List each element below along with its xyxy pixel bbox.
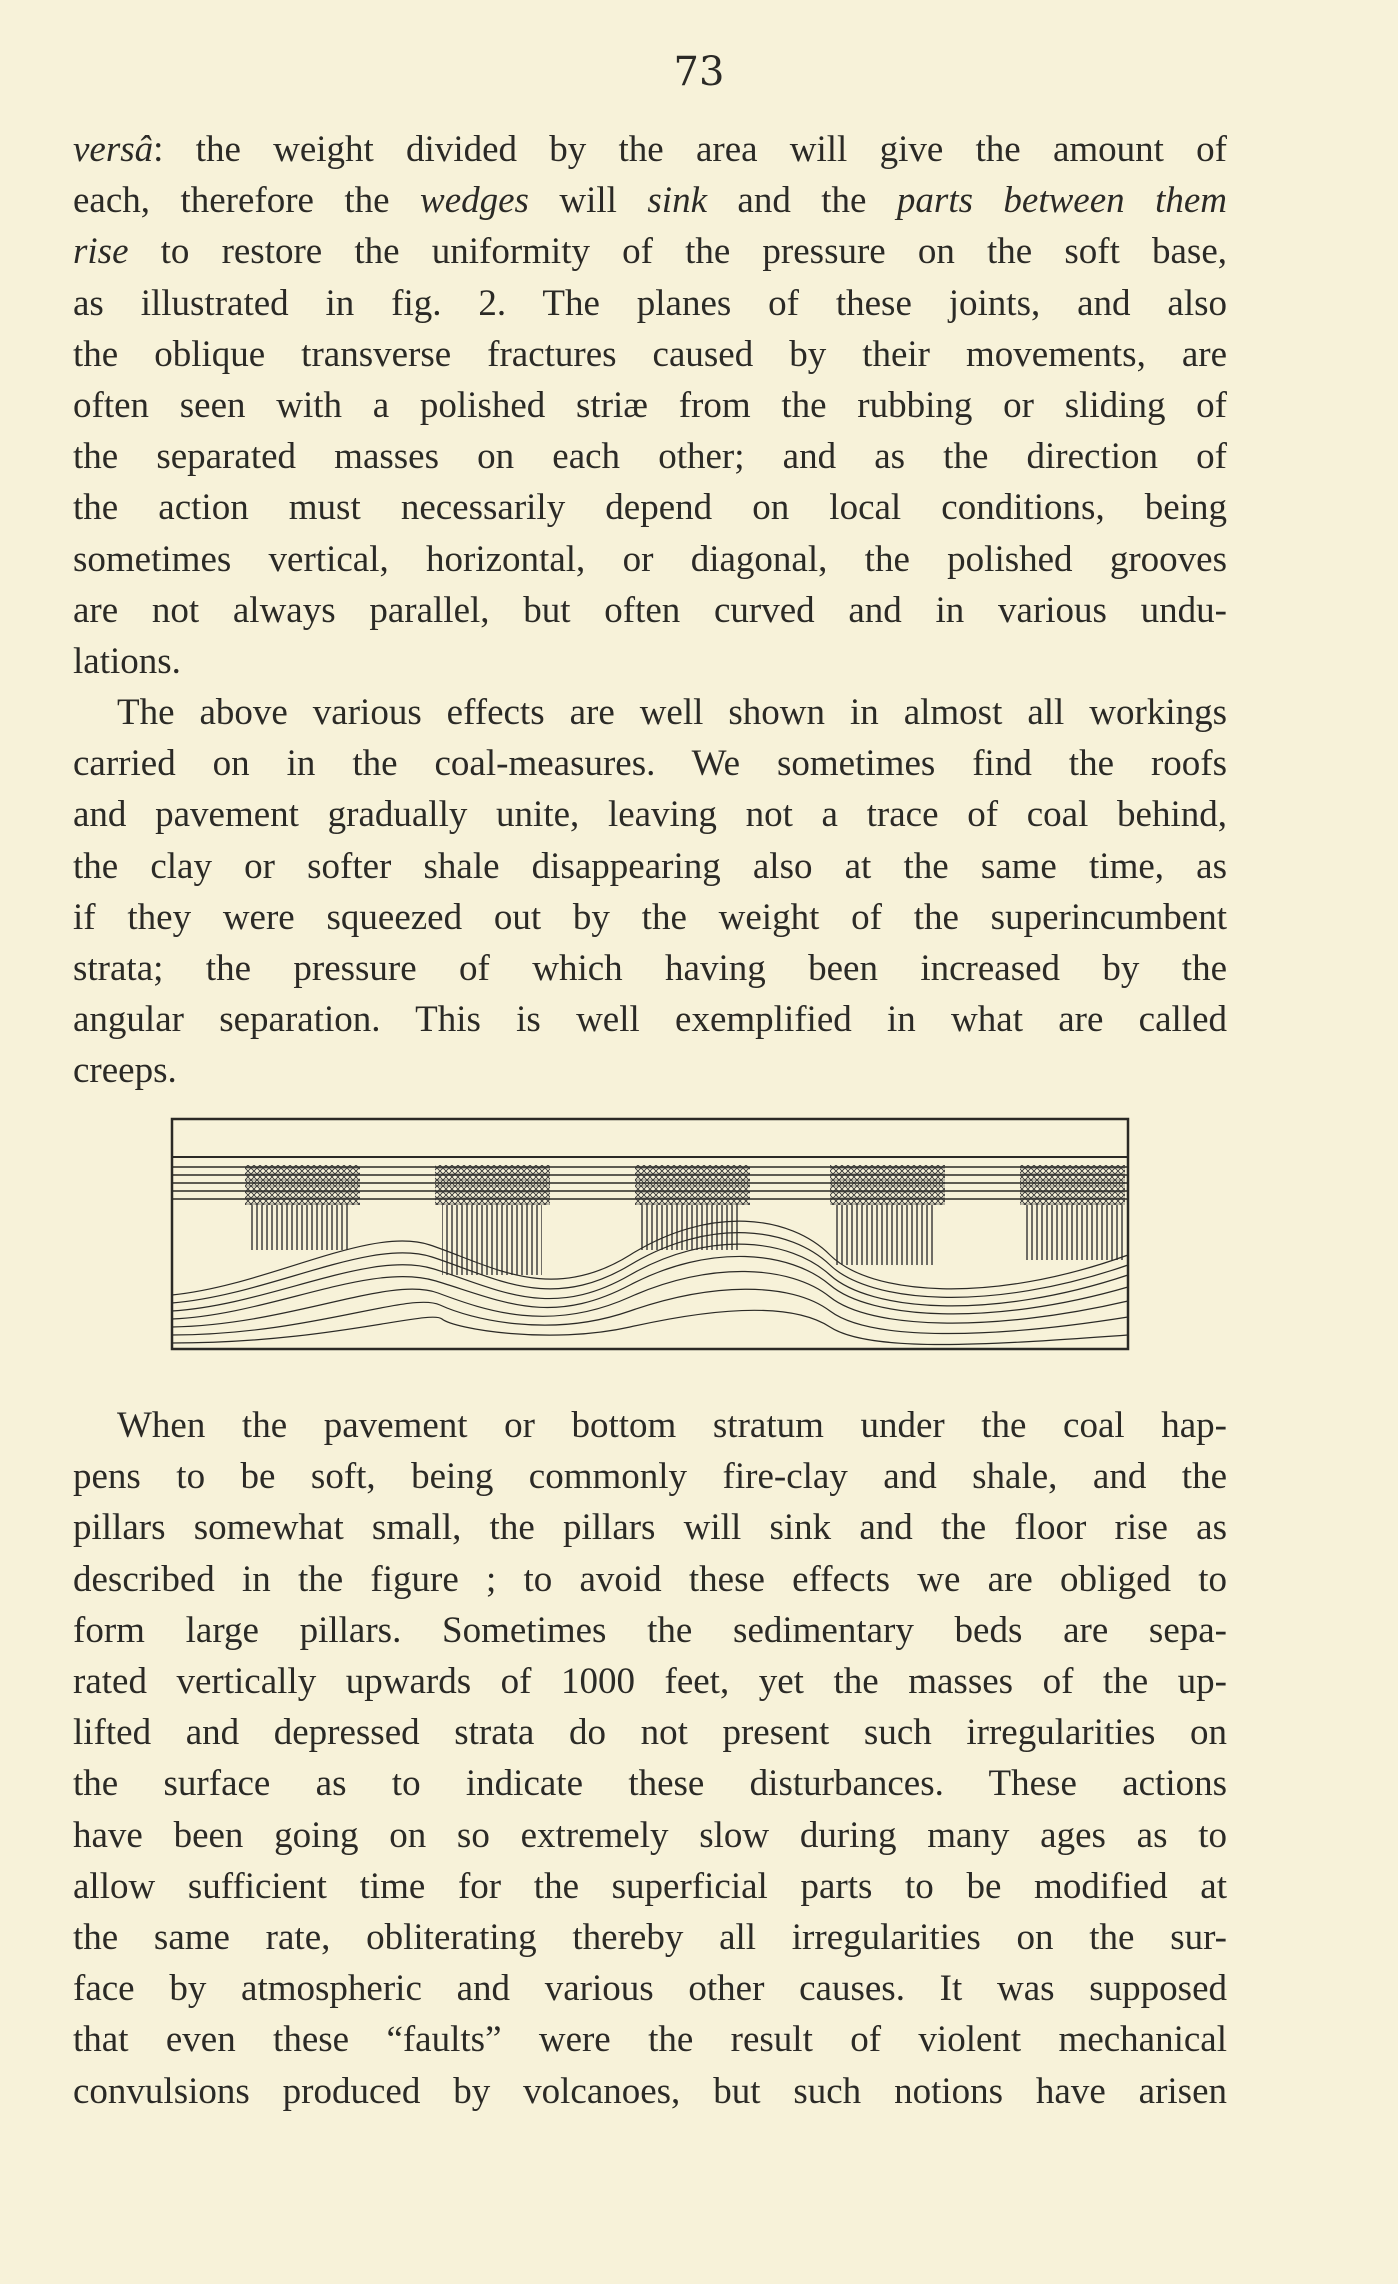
paragraph-3: [73, 1400, 1227, 2117]
text-line: and pavement gradually unite, leaving not a trace of coal behind,: [73, 794, 1227, 836]
italic-word: versâ: [73, 129, 154, 170]
text-line: the action must necessarily depend on local conditions, being: [73, 487, 1227, 529]
text-line: described in the figure ; to avoid these effects we are obliged to: [73, 1558, 1227, 1600]
text-line: allow sufficient time for the superficial parts to be modified at: [73, 1865, 1227, 1907]
text-line: angular separation. This is well exemplified in what are called: [73, 999, 1227, 1041]
italic-word: wedges: [420, 180, 529, 222]
paragraph-1: [73, 124, 1227, 687]
page-number: 73: [673, 49, 725, 95]
text-line: strata; the pressure of which having been increased by the: [73, 948, 1227, 990]
text-line: carried on in the coal-measures. We sometimes find the roofs: [73, 743, 1227, 785]
text-line: lifted and depressed strata do not present such irregularities on: [73, 1712, 1227, 1754]
text-line: sometimes vertical, horizontal, or diagonal, the polished grooves: [73, 538, 1227, 580]
text-line: the same rate, obliterating thereby all irregularities on the sur-: [73, 1917, 1227, 1959]
text-line: that even these “faults” were the result of violent mechanical: [73, 2019, 1227, 2061]
text-line: pillars somewhat small, the pillars will sink and the floor rise as: [73, 1507, 1227, 1549]
italic-word: sink: [647, 180, 707, 222]
italic-word: parts between them: [896, 180, 1228, 222]
text-segment: : the weight divided by the area will give the amount of: [153, 129, 1227, 170]
creeps-illustration: [170, 1105, 1130, 1355]
text-line: rated vertically upwards of 1000 feet, yet the masses of the up-: [73, 1661, 1227, 1703]
text-segment: each, therefore the: [73, 180, 421, 222]
italic-word: rise: [73, 231, 129, 273]
text-segment: will: [528, 180, 648, 222]
text-segment: to restore the uniformity of the pressure on the soft base,: [128, 231, 1227, 273]
text-line: [73, 226, 1227, 277]
text-line: convulsions produced by volcanoes, but such notions have arisen: [73, 2070, 1227, 2112]
text-line: When the pavement or bottom stratum under the coal hap-: [117, 1405, 1227, 1446]
text-line: [73, 175, 1227, 226]
text-line: [73, 124, 1227, 175]
text-line: The above various effects are well shown in almost all workings: [117, 692, 1227, 733]
text-line: form large pillars. Sometimes the sedimentary beds are sepa-: [73, 1609, 1227, 1651]
paragraph-2: [73, 687, 1227, 1097]
text-line: as illustrated in fig. 2. The planes of these joints, and also: [73, 282, 1227, 324]
text-line: the separated masses on each other; and as the direction of: [73, 436, 1227, 478]
text-line: creeps.: [73, 1050, 177, 1092]
text-line: are not always parallel, but often curved and in various undu-: [73, 589, 1227, 631]
text-line: pens to be soft, being commonly fire-clay and shale, and the: [73, 1456, 1227, 1498]
text-line: often seen with a polished striæ from the rubbing or sliding of: [73, 385, 1227, 427]
text-line: lations.: [73, 641, 181, 683]
text-line: have been going on so extremely slow during many ages as to: [73, 1814, 1227, 1856]
text-line: the oblique transverse fractures caused by their movements, are: [73, 333, 1227, 375]
text-line: the clay or softer shale disappearing also at the same time, as: [73, 845, 1227, 887]
text-segment: and the: [707, 180, 897, 222]
text-line: face by atmospheric and various other causes. It was supposed: [73, 1968, 1227, 2010]
text-line: if they were squeezed out by the weight of the superincumbent: [73, 896, 1227, 938]
text-line: the surface as to indicate these disturbances. These actions: [73, 1763, 1227, 1805]
